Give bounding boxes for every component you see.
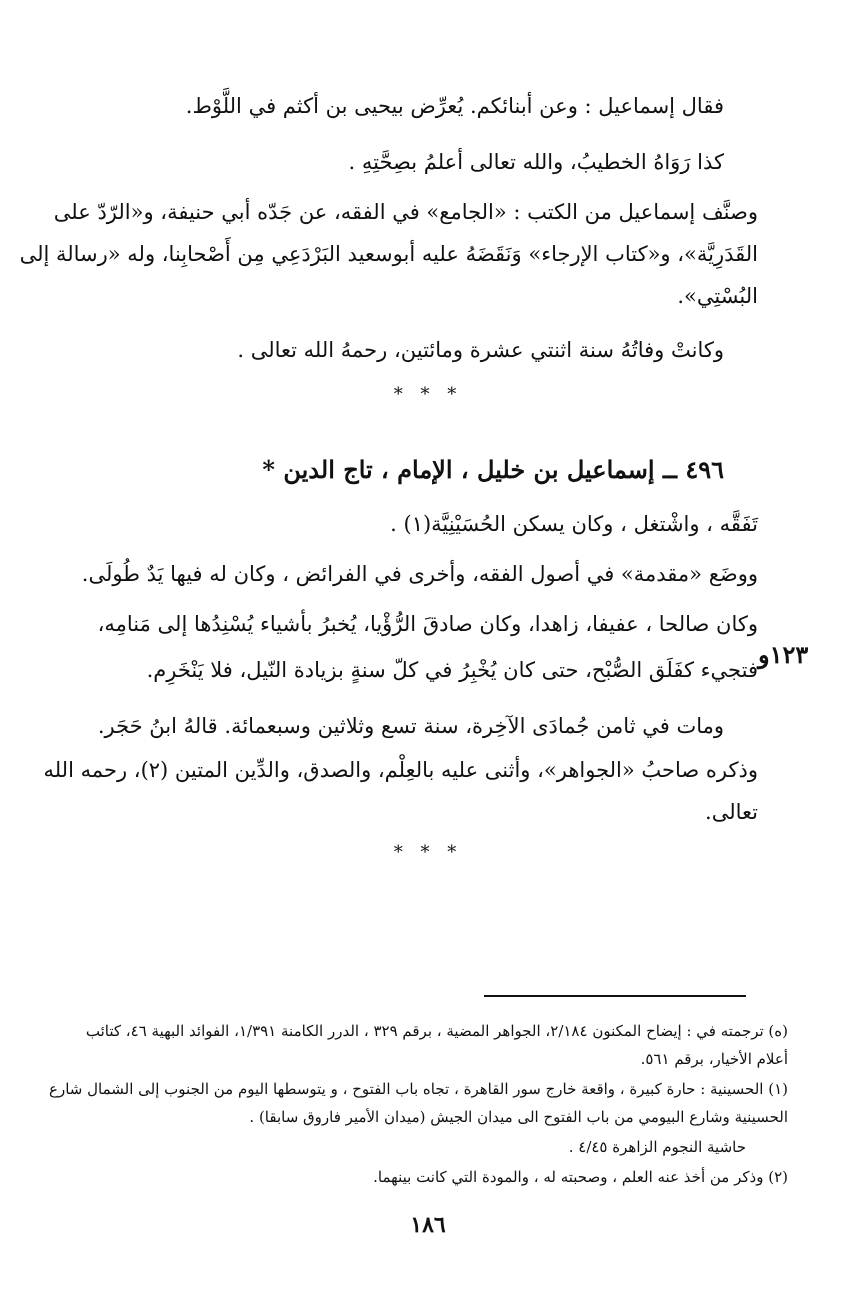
text-line-3: وصنَّف إسماعيل من الكتب : «الجامع» في الفقه، عن جَدّه أبي حنيفة، و«الرّدّ على [53, 200, 758, 224]
footnote-line-4: الحسينية وشارع البيومي من باب الفتوح الى ميدان الجيش (ميدان الأمير فاروق سابقا) . [249, 1108, 788, 1126]
entry-line-7: تعالى. [705, 800, 758, 824]
footnote-line-3: (١) الحسينية : حارة كبيرة ، واقعة خارج سور القاهرة ، تجاه باب الفتوح ، و يتوسطها اليوم من الجنوب إلى الشمال شارع [49, 1080, 788, 1098]
footnote-line-2: أعلام الأخيار، برقم ٥٦١. [640, 1050, 788, 1068]
text-line-6: وكانتْ وفاتُهُ سنة اثنتي عشرة ومائتين، رحمهُ الله تعالى . [237, 338, 724, 362]
page-number: ١٨٦ [410, 1212, 446, 1238]
text-line-4: القَدَرِيَّة»، و«كتاب الإرجاء» وَنَقَضَهُ عليه أبوسعيد البَرْدَعِي مِن أَصْحابِنا، وله «رسالة إلى [19, 242, 758, 266]
entry-line-4: فتجيء كفَلَق الصُّبْح، حتى كان يُخْبِرُ في كلّ سنةٍ بزيادة النّيل، فلا يَنْخَرِم. [146, 658, 758, 682]
entry-heading: ٤٩٦ ــ إسماعيل بن خليل ، الإمام ، تاج الدين * [262, 455, 724, 484]
text-line-2: كذا رَوَاهُ الخطيبُ، والله تعالى أعلمُ بصِحَّتِهِ . [348, 150, 724, 174]
footnote-line-1: (ه) ترجمته في : إيضاح المكنون ٢/١٨٤، الجواهر المضية ، برقم ٣٢٩ ، الدرر الكامنة ١/٣٩١، الفوائد البهية ٤٦، كتائب [85, 1022, 788, 1040]
text-line-5: البُسْتِي». [677, 284, 758, 308]
margin-folio-note: ١٢٣و [758, 640, 809, 669]
entry-line-2: ووضَع «مقدمة» في أصول الفقه، وأخرى في الفرائض ، وكان له فيها يَدٌ طُولَى. [81, 562, 758, 586]
footnote-line-6: (٢) وذكر من أخذ عنه العلم ، وصحبته له ، والمودة التي كانت بينهما. [373, 1168, 788, 1186]
entry-line-5: ومات في ثامن جُمادَى الآخِرة، سنة تسع وثلاثين وسبعمائة. قالهُ ابنُ حَجَر. [97, 714, 724, 738]
entry-line-6: وذكره صاحبُ «الجواهر»، وأثنى عليه بالعِلْم، والصدق، والدِّين المتين (٢)، رحمه الله [43, 758, 758, 782]
section-separator-2: * * * [393, 842, 463, 863]
text-line-1: فقال إسماعيل : وعن أبنائكم. يُعرِّض بيحيى بن أكثم في اللَّوْط. [185, 94, 724, 118]
entry-line-1: تَفَقَّه ، واشْتغل ، وكان يسكن الحُسَيْنِيَّة(١) . [390, 512, 758, 536]
entry-line-3: وكان صالحا ، عفيفا، زاهدا، وكان صادقَ الرُّؤْيا، يُخبرُ بأشياء يُسْنِدُها إلى مَنامِه، [97, 612, 758, 636]
footnote-rule [484, 995, 746, 997]
footnote-line-5: حاشية النجوم الزاهرة ٤/٤٥ . [568, 1138, 746, 1156]
section-separator: * * * [393, 384, 463, 405]
